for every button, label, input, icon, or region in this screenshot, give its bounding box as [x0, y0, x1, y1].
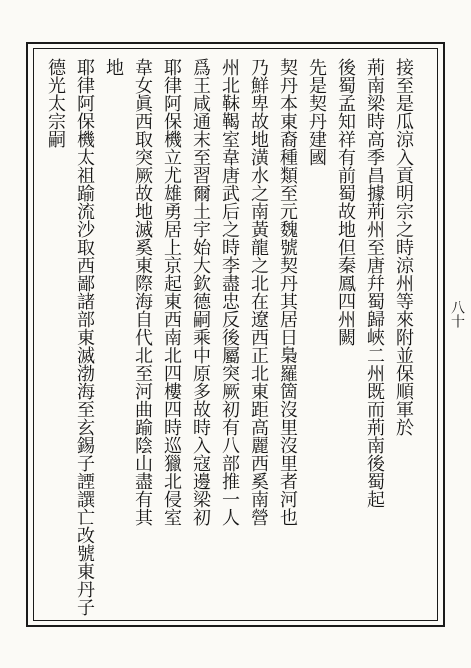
- text-column-12: 耶律阿保機太祖踰流沙取西鄙諸部東滅渤海至玄錫子諲譔亡改號東丹子: [74, 58, 95, 616]
- text-column-10: 韋女眞西取突厥故地滅奚東際海自代北至河曲踰陰山盡有其: [132, 58, 153, 526]
- text-column-5: 契丹本東裔種類至元魏號契丹其居日梟羅箇沒里沒里者河也: [277, 58, 298, 526]
- text-column-1: 接至是瓜涼入貢明宗之時涼州等來附並保順軍於: [393, 58, 414, 436]
- text-column-13: 德光太宗嗣: [45, 58, 66, 148]
- text-column-11: 地: [103, 58, 124, 76]
- text-column-6: 乃鮮卑故地潢水之南黃龍之北在遼西正北東距高麗西奚南營: [248, 58, 269, 526]
- text-column-8: 爲王咸通末至習爾土宇始大欽德嗣乘中原多故時入寇邊梁初: [190, 58, 211, 526]
- text-column-2: 荊南梁時高季昌據荊州至唐幷蜀歸峽二州既而荊南後蜀起: [364, 58, 385, 508]
- page-number: 八十: [449, 300, 465, 328]
- text-column-4: 先是契丹建國: [306, 58, 327, 166]
- text-column-9: 耶律阿保機立尤雄勇居上京起東西南北四樓四時巡獵北侵室: [161, 58, 182, 526]
- text-column-7: 州北靺鞨室韋唐武后之時李盡忠反後屬突厥初有八部推一人: [219, 58, 240, 526]
- text-column-3: 後蜀孟知祥有前蜀故地但秦鳳四州闕: [335, 58, 356, 346]
